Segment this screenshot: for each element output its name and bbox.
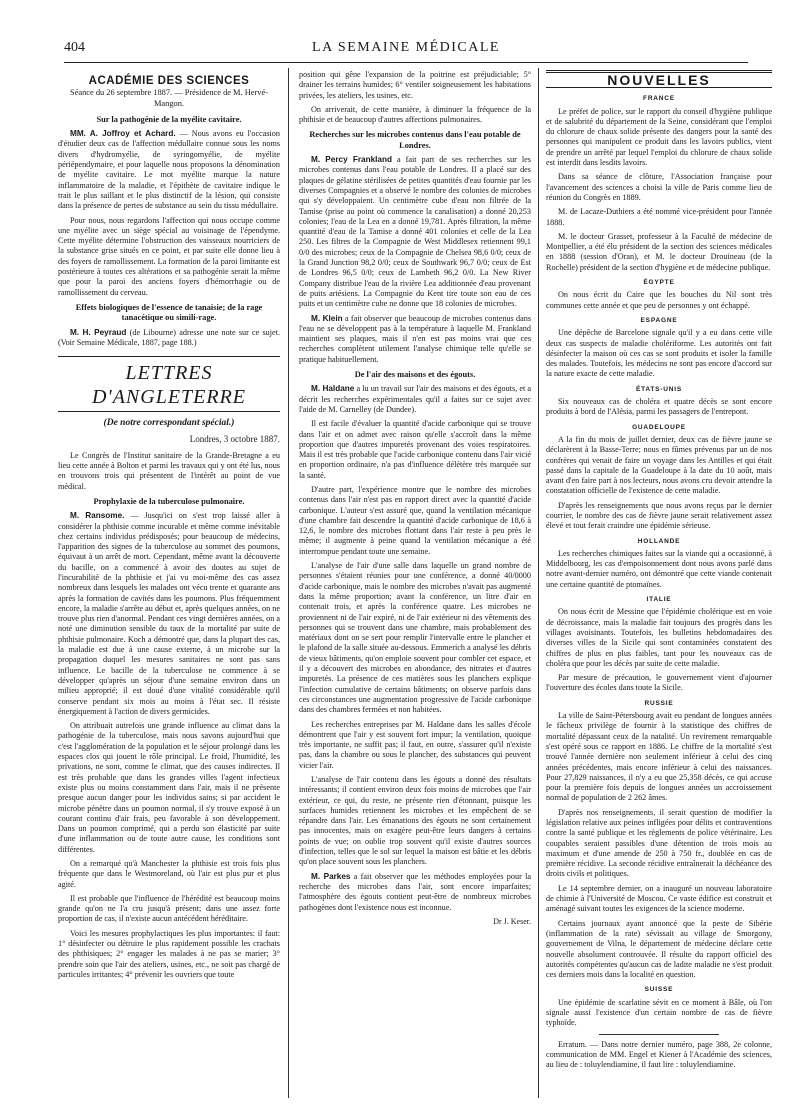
paragraph: position qui gêne l'expansion de la poitrine est préjudiciable; 5° drainer les terrains humides; 6° ventiler soigneusement les habitations privées, les ateliers, les usines, etc. xyxy=(299,70,531,100)
author-name: M. Parkes xyxy=(311,871,351,881)
signature: Dr J. Keser. xyxy=(493,916,531,926)
country-heading: FRANCE xyxy=(643,95,675,103)
news-item: Le 14 septembre dernier, on a inauguré un nouveau laboratoire de chimie à l'Université de Moscou. Ce vaste édifice est construit et aménagé suivant toutes les exigences de la science moderne. xyxy=(546,883,772,914)
country-heading: ESPAGNE xyxy=(640,316,678,324)
author-name: M. Klein xyxy=(311,313,343,323)
country-heading: HOLLANDE xyxy=(637,537,681,545)
country-heading: ÉTATS-UNIS xyxy=(635,385,683,393)
page-header xyxy=(64,40,748,62)
paragraph: Le Congrès de l'Institut sanitaire de la Grande-Bretagne a eu lieu cette année à Bolton et parmi les travaux qui y ont été lus, nous en trouvons trois qui présentent de l'intérêt au point de vue médical. xyxy=(58,450,280,491)
running-title: LA SEMAINE MÉDICALE xyxy=(312,40,500,55)
news-item: D'après nos renseignements, il serait question de modifier la législation relative aux peines infligées pour délits et contraventions contre la santé publique et les règlements de police vétérinaire. Les coupables seraient passibles d'une détention de trois mois au maximum et d'une amende de 250 à 750 fr., doublée en cas de première récidive. La seconde récidive entraînerait la déchéance des droits civils et politiques. xyxy=(546,807,772,879)
news-item: Une épidémie de scarlatine sévit en ce moment à Bâle, où l'on signale aussi l'existence d'un certain nombre de cas de fièvre typhoïde. xyxy=(546,997,772,1028)
paragraph: Pour nous, nous regardons l'affection qui nous occupe comme une myélite avec un siège spécial au voisinage de l'épendyme. Cette myélite détermine l'obstruction des vaisseaux nourriciers de la substance grise situés en ce point, et par suite elle donne lieu à des foyers de ramollissement. La formation de la paroi limitante est postérieure à toutes ces altérations et sa pathogénie serait la même que pour la paroi des anciens foyers d'hémorrhagie ou de ramollissement du cerveau. xyxy=(58,215,280,297)
country-heading: RUSSIE xyxy=(644,699,674,707)
news-item: A la fin du mois de juillet dernier, deux cas de fièvre jaune se déclarèrent à la Basse-Terre; nous en fûmes prévenus par un de nos confrères qui venait de faire un voyage dans les Antilles et qui était passé dans la capitale de la Guadeloupe à la date du 10 août, mais avant d'en faire part à nos lecteurs, nous avons cru devoir attendre la constatation officielle de l'existence de cette maladie. xyxy=(546,434,772,496)
academie-title: ACADÉMIE DES SCIENCES xyxy=(88,75,250,87)
paragraph: a lu un travail sur l'air des maisons et des égouts, et a décrit les recherches expérimentales qu'il a faites sur ce sujet avec l'aide de M. Carnelley (de Dundee). xyxy=(299,384,531,414)
section-title: Effets biologiques de l'essence de tanaisie; de la rage tanacétique ou simili-rage. xyxy=(75,302,263,323)
section-title: Sur la pathogénie de la myélite cavitaire. xyxy=(96,114,242,124)
column-divider xyxy=(538,68,539,1098)
section-title: Prophylaxie de la tuberculose pulmonaire. xyxy=(93,496,245,506)
author-name: M. Ransome. xyxy=(70,511,125,521)
header-rule xyxy=(64,62,748,63)
nouvelles-title: NOUVELLES xyxy=(607,72,711,88)
paragraph: On a remarqué qu'à Manchester la phthisie est trois fois plus fréquente que dans le Westmoreland, où l'air est plus pur et plus agité. xyxy=(58,859,280,889)
column-divider xyxy=(288,68,289,1098)
column-right xyxy=(546,70,772,1110)
nouvelles-banner xyxy=(546,70,772,88)
news-item: Le préfet de police, sur le rapport du conseil d'hygiène publique et de salubrité du département de la Seine, considérant que l'emploi du chlorure de chaux solide présente des dangers pour la santé des personnes qui manipulent ce produit dans les lavoirs publics, vient de prendre un arrêté par lequel l'emploi du chlorure de chaux solide est interdit dans lesdits lavoirs. xyxy=(546,106,772,168)
paragraph: — Jusqu'ici on s'est trop laissé aller à considérer la phthisie comme incurable et même comme inévitable chez certains individus prédisposés; pour beaucoup de médecins, l'apparition des signes de la tuberculose au sommet des poumons, équivaut à un arrêt de mort. Cependant, même avant la découverte du bacille, on a commencé à avoir des doutes au sujet de l'incurabilité de la phthisie et j'ai vu moi-même des cas assez nombreux dans lesquels les malades ont vécu trente et quarante ans après la formation de cavités dans les poumons. Plus fréquemment encore, la maladie s'arrête au début et, après quelques années, on ne trouve plus rien d'anormal. Pendant ces vingt dernières années, on a noté une diminution sensible du taux de la mortalité par suite de phthisie pulmonaire. Koch a démontré que, dans la plupart des cas, la maladie est due à une cause externe, à un microbe sur la propagation duquel les mesures sanitaires ne sont pas sans influence. Le bacille de la tuberculose ne commence à se développer qu'après un séjour d'une semaine environ dans un milieu approprié; il est doué d'une vitalité considérable qu'il conserve pendant six mois au moins à l'état sec. Il résiste énergiquement à l'action de divers germicides. xyxy=(58,511,280,716)
news-item: Les recherches chimiques faites sur la viande qui a occasionné, à Middelbourg, les cas d'empoisonnement dont nous avons parlé dans notre avant-dernier numéro, ont démontré que cette viande contenait une certaine quantité de ptomaïnes. xyxy=(546,548,772,589)
news-item: M. le docteur Grasset, professeur à la Faculté de médecine de Montpellier, a été élu président de la section des sciences médicales en 1888 (session d'Oran), et M. le docteur Drouineau (de la Rochelle) président de la section d'hygiène et de médecine publique. xyxy=(546,231,772,272)
news-item: Six nouveaux cas de choléra et quatre décès se sont encore produits à bord de l'Alésia, parmi les passagers de l'entrepont. xyxy=(546,397,772,417)
country-heading: ÉGYPTE xyxy=(643,279,675,287)
paragraph: Voici les mesures prophylactiques les plus importantes: il faut: 1° désinfecter ou détruire le plus rapidement possible les crachats des phthisiques; 2° engager les malades à ne pas se marier; 3° prendre soin que l'air des ateliers, usines, etc., ne soit pas chargé de particules irritantes; 4° prévenir les ouvriers que toute xyxy=(58,928,280,979)
country-heading: SUISSE xyxy=(644,986,674,994)
paragraph: — Nous avons eu l'occasion d'étudier deux cas de l'affection médullaire connue sous les noms divers d'hydromyélie, de syringomyélie, de myélite périépendymaire, et pour laquelle nous proposons la dénomination de myélite cavitaire. Le mot myélite marque la nature inflammatoire de la maladie, et l'épithète de cavitaire indique le trait le plus saillant et le plus distinctif de la lésion, qui consiste dans la présence de pertes de substance au sein du tissu médullaire. xyxy=(58,129,280,211)
lettres-banner xyxy=(58,356,280,412)
erratum: Erratum. — Dans notre dernier numéro, page 388, 2e colonne, communication de MM. Engel et Kiener à l'Académie des sciences, au lieu de : toluylendiamine, il faut lire : toluylendiamine. xyxy=(546,1039,772,1070)
paragraph: On attribuait autrefois une grande influence au climat dans la pathogénie de la tuberculose, mais nous savons aujourd'hui que c'est l'agglomération de la population et le séjour prolongé dans les espaces clos qui jouent le rôle principal. Le froid, l'humidité, les privations, ne sont, comme le climat, que des causes indirectes. Il est très probable que dans les grandes villes l'agent infectieux existe plus ou moins constamment dans l'air, mais il ne présente presque aucun danger pour les individus sains; si par accident le microbe pénètre dans un poumon normal, il s'y trouve exposé à un courant continu d'air frais, peu favorable à son développement. Dans un poumon comprimé, qui a perdu son élasticité par suite d'une inflammation ou de toute autre cause, les conditions sont différentes. xyxy=(58,721,280,854)
paragraph: Il est probable que l'influence de l'hérédité est beaucoup moins grande qu'on ne l'a cru jusqu'à présent; dans une assez forte proportion de cas, il n'existe aucun antécédent héréditaire. xyxy=(58,893,280,924)
divider xyxy=(599,1034,719,1035)
news-item: D'après les renseignements que nous avons reçus par le dernier courrier, le nombre des cas de fièvre jaune serait relativement assez élevé et tout ferait craindre une épidémie sérieuse. xyxy=(546,500,772,531)
paragraph: a fait observer que beaucoup de microbes contenus dans l'eau ne se développent pas à la température à laquelle M. Frankland maintient ses plaques, mais il n'en est pas moins vrai que ces recherches complètent utilement l'analyse chimique telle qu'elle se pratique habituellement. xyxy=(299,313,531,364)
author-name: M. H. Peyraud xyxy=(70,327,127,337)
news-item: M. de Lacaze-Duthiers a été nommé vice-président pour l'année 1888. xyxy=(546,207,772,227)
paragraph: Les recherches entreprises par M. Haldane dans les salles d'école démontrent que l'air y est souvent fort impur; la ventilation, quoique très importante, ne suffit pas; il faut, en outre, s'assurer qu'il n'existe pas, dans la chambre ou sous le plancher, des substances qui peuvent vicier l'air. xyxy=(299,719,531,770)
paragraph: a fait observer que les méthodes employées pour la recherche des microbes dans l'air, sont encore imparfaites; l'atmosphère des égouts contient peut-être de nombreux microbes pathogènes dont l'existence nous est inconnue. xyxy=(299,871,531,912)
lettres-subtitle: (De notre correspondant spécial.) xyxy=(103,418,235,429)
paragraph: Il est facile d'évaluer la quantité d'acide carbonique qui se trouve dans l'air et on admet avec raison qu'elle s'accroît dans la même proportion que d'autres impuretés provenant des voies respiratoires. Mais il est très probable que l'acide carbonique contenu dans l'air vicié en proportion ordinaire, n'a pas d'influence délétère très marquée sur la santé. xyxy=(299,419,531,480)
seance-line: Séance du 26 septembre 1887. — Présidence de M. Hervé-Mangon. xyxy=(70,88,268,108)
column-left xyxy=(58,70,280,1090)
country-heading: GUADELOUPE xyxy=(632,423,686,431)
paragraph: a fait part de ses recherches sur les microbes contenus dans l'eau potable de Londres. Il a placé sur des plaques de gélatine stérilisées de petites quantités d'eau fournie par les diverses Compagnies et a observé le nombre des colonies de microbes qui s'y développaient. Un centimètre cube d'eau non filtrée de la Tamise (prise au point où commence la canalisation) a donné 20,253 colonies; l'eau de la Lea en a donné 19,781. Après filtration, la même quantité d'eau de la Tamise a donné 401 colonies et celle de la Lea 250. Les filtres de la Compagnie de West Middlesex retiennent 99,1 0/0 des microbes; ceux de la Compagnie de Chelsea 98,6 0/0; ceux de la Grand Junction 98,2 0/0; ceux de Southwark 96,7 0/0; ceux de Est de Londres 96,5 0/0; ceux de Lambeth 96,2 0/0. La New River Company distribue l'eau de la rivière Lea additionnée d'eau provenant de puits artésiens. La Compagnie du Kent tire toute son eau de ces puits et un centimètre cube ne donne que 18 colonies de microbes. xyxy=(299,155,531,309)
paragraph: D'autre part, l'expérience montre que le nombre des microbes contenus dans l'air n'est pas en rapport direct avec la quantité d'acide carbonique. L'auteur s'est assuré que, quand la ventilation mécanique d'une chambre fait descendre la quantité d'acide carbonique de 18,6 à 12,6, le nombre des microbes flottant dans l'air reste à peu près le même; il augmente à peine quand la ventilation mécanique a été interrompue pendant toute une semaine. xyxy=(299,484,531,556)
author-name: M. Percy Frankland xyxy=(311,155,392,165)
paragraph: L'analyse de l'air contenu dans les égouts a donné des résultats intéressants; il contient environ deux fois moins de microbes que l'air extérieur, ce qui, du reste, ne présente rien d'étonnant, puisque les surfaces humides retiennent les microbes et les empêchent de se répandre dans l'air. Les émanations des égouts ne sont certainement pas innocentes, mais on exagère peut-être leurs dangers à certains points de vue; on oublie trop souvent qu'il existe d'autres sources d'infection, telles que le sol sur lequel la maison est bâtie et les débris qu'on place souvent sous les planchers. xyxy=(299,775,531,867)
dateline: Londres, 3 octobre 1887. xyxy=(189,434,280,445)
section-title: Recherches sur les microbes contenus dans l'eau potable de Londres. xyxy=(309,130,521,150)
section-title: De l'air des maisons et des égouts. xyxy=(354,370,476,380)
news-item: Dans sa séance de clôture, l'Association française pour l'avancement des sciences a choisi la ville de Paris comme lieu de réunion du Congrès en 1889. xyxy=(546,172,772,202)
news-item: On nous écrit du Caire que les bouches du Nil sont très communes cette année et que peu de personnes y ont échappé. xyxy=(546,290,772,310)
paragraph: On arriverait, de cette manière, à diminuer la fréquence de la phthisie et de beaucoup d'autres affections pulmonaires. xyxy=(299,104,531,125)
news-item: Par mesure de précaution, le gouvernement vient d'ajourner l'ouverture des écoles dans toute la Sicile. xyxy=(546,673,772,693)
news-item: On nous écrit de Messine que l'épidémie cholérique est en voie de décroissance, mais la maladie fait toujours des progrès dans les villages avoisinants. Toutefois, les bulletins hebdomadaires des diverses villes de la Sicile qui sont contaminées constatent des chiffres de plus en plus faibles, tant pour les nouveaux cas de choléra que pour les décès par suite de cette maladie. xyxy=(546,607,772,668)
country-heading: ITALIE xyxy=(646,596,672,604)
lettres-title: LETTRES D'ANGLETERRE xyxy=(91,362,247,409)
news-item: La ville de Saint-Pétersbourg avait eu pendant de longues années le fâcheux privilège de fournir à la statistique des chiffres de mortalité dépassant ceux de la natalité. Un revirement remarquable s'est opéré sous ce rapport en 1886. Le chiffre de la mortalité s'est trouvé l'année dernière non seulement inférieur à celui des cinq années précédentes, mais encore inférieur à celui des naissances. Pour 27,829 naissances, il n'y a eu que 25,358 décès, ce qui accuse pour la première fois depuis de longues années un accroissement normal de population de 2 262 âmes. xyxy=(546,711,772,803)
author-name: MM. A. Joffroy et Achard. xyxy=(70,129,176,139)
page-number: 404 xyxy=(64,40,85,55)
news-item: Une dépêche de Barcelone signale qu'il y a eu dans cette ville deux cas suspects de maladie cholériforme. Les autorités ont fait désinfecter la maison où ces cas se sont produits et isoler la famille des malades. Toutefois, les médecins ne sont pas encore d'accord sur la nature exacte de cette maladie. xyxy=(546,328,772,379)
news-item: Certains journaux ayant annoncé que la peste de Sibérie (inflammation de la rate) sévissait au village de Smorgony, gouvernement de Vilna, le département de médecine déclare cette nouvelle absolument controuvée. Il résulte du rapport officiel des autorités compétentes qu'aucun cas de ladite maladie ne s'est produit ces derniers mois dans la localité en question. xyxy=(546,918,772,980)
paragraph: L'analyse de l'air d'une salle dans laquelle un grand nombre de personnes s'étaient réunies pour une conférence, a donné 40/0000 d'acide carbonique, mais le nombre des microbes n'avait pas augmenté dans la même proportion; avant la conférence, un litre d'air en contenait trois, et après la conférence quatre. Les microbes ne proviennent ni de l'air expiré, ni de l'air extérieur ni des vêtements des personnes qui se trouvent dans une chambre, mais probablement des matériaux dont on se sert pour remplir l'intervalle entre le plancher et le plafond de la salle située au-dessous. Emmerich a analysé les débris de vieux bâtiments, qu'on emploie souvent pour combler cet espace, et il y a découvert des microbes en abondance, des nitrates et d'autres impuretés. La présence de ces matières sous les planchers explique l'infection cumulative de certains bâtiments; on observe parfois dans ces circonstances une augmentation progressive de l'acide carbonique dans des chambres fermées et non habitées. xyxy=(299,561,531,715)
author-name: M. Haldane xyxy=(311,384,355,394)
column-middle xyxy=(299,70,531,1110)
paragraph: (de Libourne) adresse une note sur ce sujet. (Voir Semaine Médicale, 1887, page 188.) xyxy=(58,327,280,347)
